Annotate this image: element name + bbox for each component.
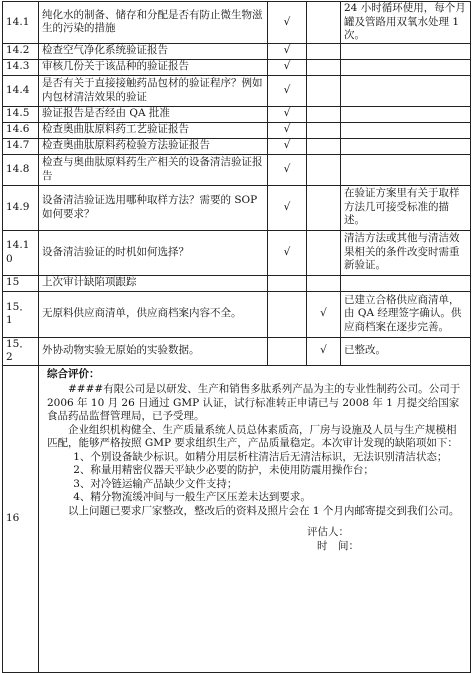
defect-item: 2、称量用精密仪器天平缺少必要的防护，未使用防震用操作台； [73,464,374,476]
audit-table-body [3,2,471,366]
row-check-mark-2 [307,59,341,75]
row-note: 清洁方法或其他与清洁效果相关的条件改变时需重新验证。 [341,230,471,275]
row-check-mark-2: √ [307,291,341,337]
row-note [341,106,471,122]
row-check-mark-2 [307,275,341,291]
row-check-mark-2 [307,122,341,138]
row-number: 14.5 [3,106,39,122]
row-note: 在验证方案里有关于取样方法几可接受标准的描述。 [341,185,471,230]
summary-organization: 企业组织机构健全、生产质量系统人员总体素质高，厂房与设施及人员与生产规模相匹配，能够严格按照 GMP 要求组织生产，产品质量稳定。本次审计发现的缺陷项如下： [47,423,458,449]
row-check-mark-2: √ [307,337,341,365]
table-row [3,43,471,59]
row-check-mark-2 [307,138,341,154]
defect-item: 1、个别设备缺少标识。如精分用层析柱清洁后无清洁标识，无法识别清洁状态； [73,450,448,463]
summary-closing: 以上问题已要求厂家整改，整改后的资料及照片会在 1 个月内邮寄提交到我们公司。 [68,504,460,517]
row-item: 检查空气净化系统验证报告 [39,43,268,59]
row-number: 14.2 [3,43,39,59]
audit-checklist-sheet [2,1,470,673]
row-check-mark [268,291,307,337]
row-note [341,43,471,59]
row-item: 检查奥曲肽原料药检验方法验证报告 [39,138,268,154]
row-note [341,275,471,291]
evaluator-label: 评估人： [307,526,349,538]
row-note: 已建立合格供应商清单，由 QA 经理签字确认。供应商档案在逐步完善。 [341,291,471,337]
row-item: 检查与奥曲肽原料药生产相关的设备清洁验证报告 [39,154,268,185]
row-check-mark: √ [268,2,307,44]
row-check-mark: √ [268,185,307,230]
table-row [3,59,471,75]
row-note: 已整改。 [341,337,471,365]
row-number: 14.3 [3,59,39,75]
row-item: 纯化水的制备、储存和分配是否有防止微生物滋生的污染的措施 [39,2,268,44]
row-item: 上次审计缺陷项跟踪 [39,275,268,291]
row-check-mark-2 [307,2,341,44]
row-number: 15．2 [3,337,39,365]
row-check-mark: √ [268,59,307,75]
row-number: 15．1 [3,291,39,337]
row-check-mark [268,337,307,365]
row-check-mark: √ [268,138,307,154]
row-check-mark: √ [268,122,307,138]
row-check-mark-2 [307,154,341,185]
row-number: 14.1 [3,2,39,44]
row-check-mark-2 [307,106,341,122]
row-number: 14.9 [3,185,39,230]
summary-row [3,365,471,672]
table-row [3,291,471,337]
row-note [341,59,471,75]
row-number: 15 [3,275,39,291]
table-row [3,230,471,275]
table-row [3,275,471,291]
time-label: 时 间： [317,539,359,552]
row-item: 审核几份关于该品种的验证报告 [39,59,268,75]
row-note [341,75,471,106]
row-note [341,154,471,185]
row-check-mark-2 [307,75,341,106]
summary-title: 综合评价： [47,367,100,380]
summary-cell [39,365,471,672]
summary-intro: ####有限公司是以研发、生产和销售多肽系列产品为主的专业性制药公司。公司于 2006 年 10 月 26 日通过 GMP 认证，试行标准转正申请已与 2008 年 1 月提交给国家食品药品监督管理局，已予受理。 [47,383,461,422]
defect-item: 4、精分物流缓冲间与一般生产区压差未达到要求。 [73,491,311,503]
table-row [3,2,471,44]
table-row [3,337,471,365]
row-note [341,122,471,138]
row-check-mark [268,275,307,291]
row-note: 24 小时循环使用，每个月罐及管路用双氧水处理 1 次。 [341,2,471,44]
row-note [341,138,471,154]
row-item: 验证报告是否经由 QA 批准 [39,106,268,122]
row-number: 14.6 [3,122,39,138]
row-check-mark-2 [307,185,341,230]
row-check-mark: √ [268,230,307,275]
row-item: 是否有关于直接接触药品包材的验证程序？例如内包材清洁效果的验证 [39,75,268,106]
defect-item: 3、对冷链运输产品缺少文件支持； [73,477,238,490]
row-check-mark-2 [307,43,341,59]
row-check-mark-2 [307,230,341,275]
row-item: 设备清洁验证的时机如何选择？ [39,230,268,275]
row-check-mark: √ [268,154,307,185]
row-number: 14.4 [3,75,39,106]
row-check-mark: √ [268,43,307,59]
summary-number: 16 [3,365,39,672]
table-row [3,75,471,106]
audit-table [2,1,471,673]
row-item: 外协动物实验无原始的实验数据。 [39,337,268,365]
table-row [3,138,471,154]
row-number: 14.1 0 [3,230,39,275]
table-row [3,122,471,138]
table-row [3,185,471,230]
row-number: 14.7 [3,138,39,154]
row-number: 14.8 [3,154,39,185]
row-item: 设备清洁验证选用哪种取样方法？需要的 SOP 如何要求？ [39,185,268,230]
table-row [3,106,471,122]
row-item: 检查奥曲肽原料药工艺验证报告 [39,122,268,138]
row-check-mark: √ [268,106,307,122]
row-check-mark: √ [268,75,307,106]
table-row [3,154,471,185]
row-item: 无原料供应商清单，供应商档案内容不全。 [39,291,268,337]
